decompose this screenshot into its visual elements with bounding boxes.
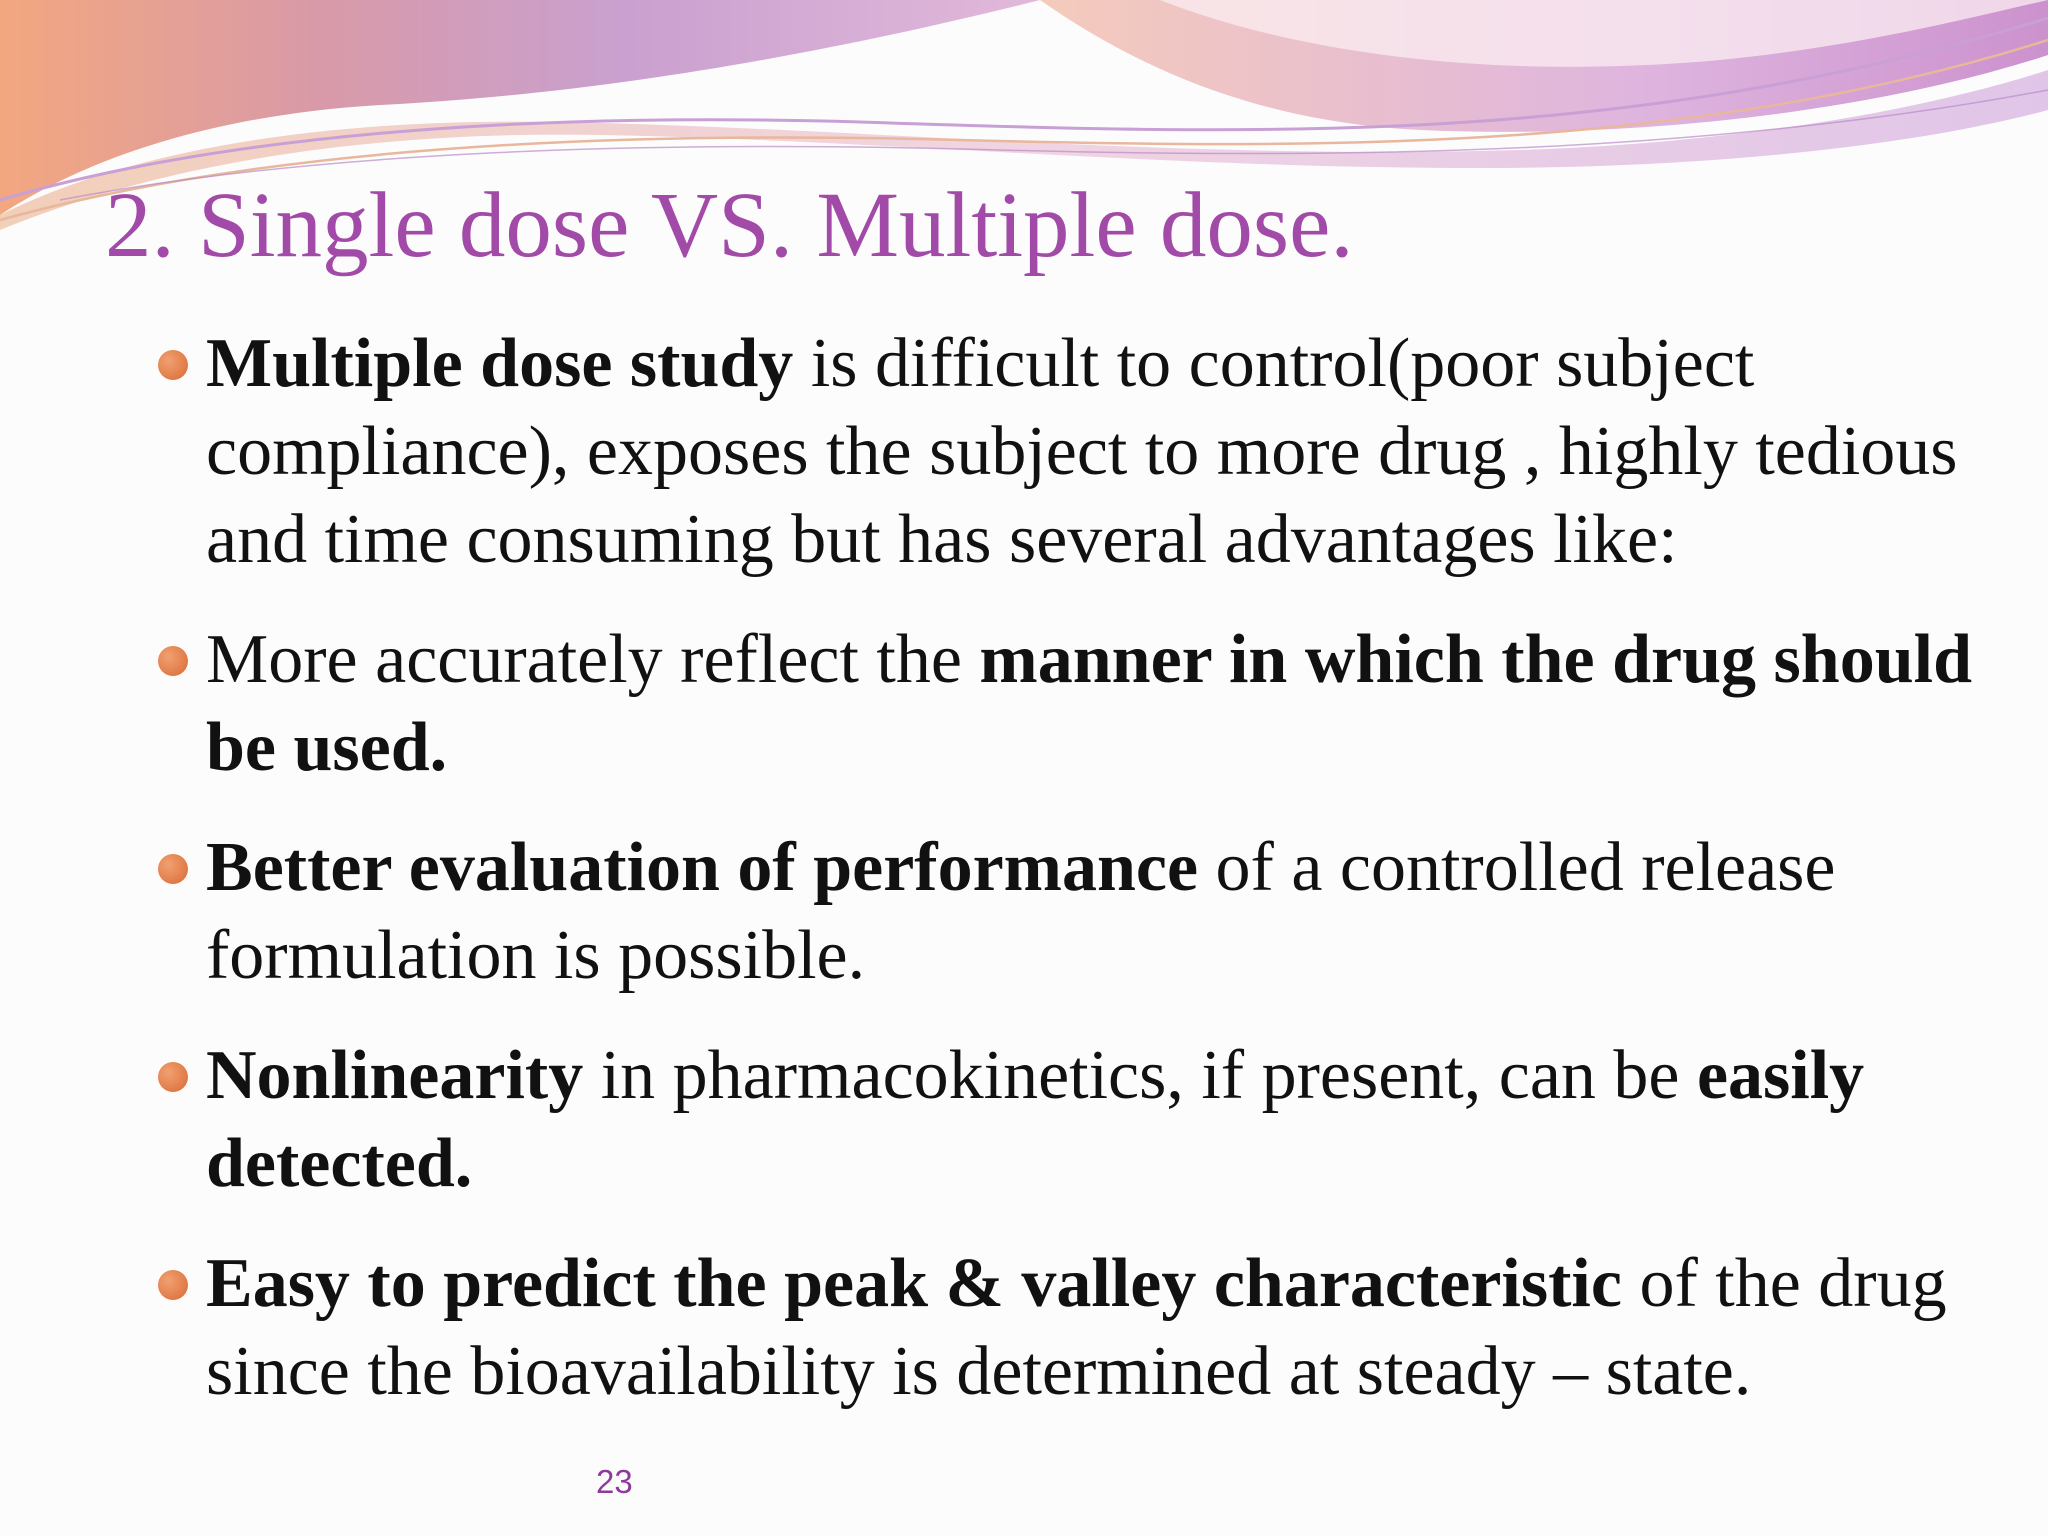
bullet-item (158, 616, 2018, 792)
bullet-dot-icon (158, 854, 188, 884)
bold-text: Easy to predict the peak & valley characteristic (206, 1245, 1622, 1322)
bold-text: Nonlinearity (206, 1037, 584, 1114)
bullet-dot-icon (158, 646, 188, 676)
bullet-item (158, 320, 2018, 584)
bullet-text: of the drug since the bioavailability is determined at steady – state. (206, 1245, 1947, 1410)
bullet-item (158, 824, 2018, 1000)
bold-text: Better evaluation of performance (206, 829, 1199, 906)
slide-title: 2. Single dose VS. Multiple dose. (105, 174, 1354, 277)
bullet-text: of a controlled release formulation is possible. (206, 829, 1836, 994)
bullet-dot-icon (158, 1270, 188, 1300)
page-number: 23 (596, 1463, 633, 1500)
bullet-text: in pharmacokinetics, if present, can be (583, 1037, 1697, 1114)
bullet-dot-icon (158, 350, 188, 380)
bold-text: Multiple dose study (206, 325, 794, 402)
bullet-text: is difficult to control(poor subject compliance), exposes the subject to more drug , highly tedious and time consuming but has several advantages like: (206, 325, 1958, 578)
bullet-item (158, 1032, 2018, 1208)
bold-text: easily detected. (206, 1037, 1865, 1202)
bold-text: manner in which the drug should be used. (206, 621, 1972, 786)
bullet-text: More accurately reflect the (206, 621, 980, 698)
bullet-item (158, 1240, 2018, 1416)
bullet-list (158, 320, 2018, 1416)
bullet-dot-icon (158, 1062, 188, 1092)
